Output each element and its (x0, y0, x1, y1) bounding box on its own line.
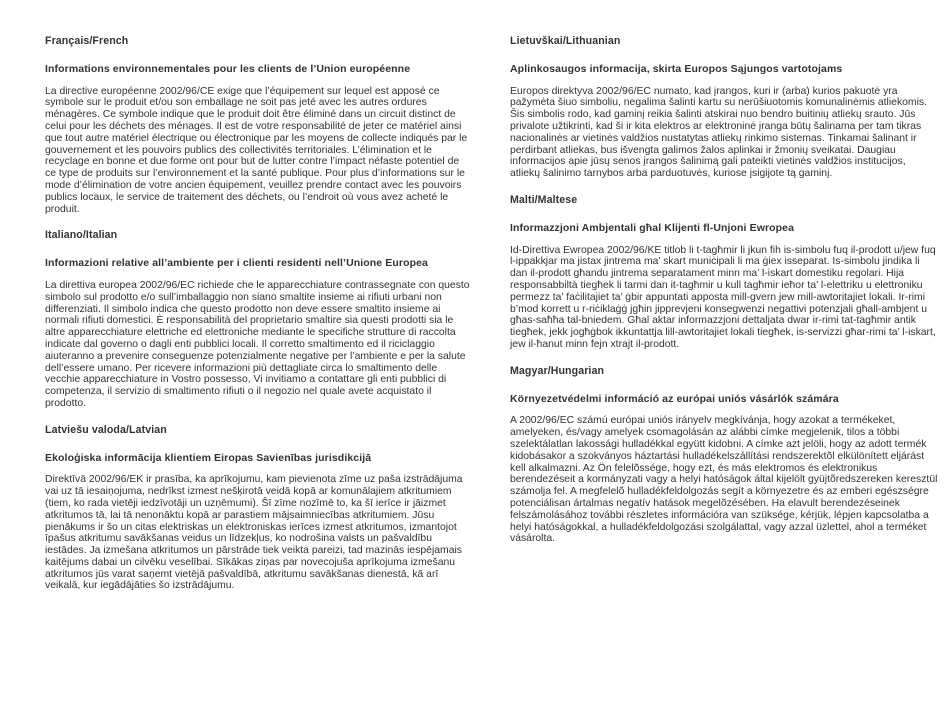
language-title: Magyar/Hungarian (510, 364, 605, 377)
language-title: Italiano/Italian (45, 229, 118, 242)
section-italian (45, 230, 471, 409)
section-heading: Informazioni relative all’ambiente per i clienti residenti nell’Unione Europea (45, 257, 428, 270)
section-body: Direktīvā 2002/96/EK ir prasība, ka aprīkojumu, kam pievienota zīme uz paša izstrādājuma vai uz tā iesaiņojuma, nedrīkst izmest nešķirotā veidā kopā ar komunālajiem atkritumiem (tiem, ko rada vietēji iedzīvotāji un uzņēmumi). Šī zīme nozīmē to, ka šī ierīce ir jāizmet atkritumos tā, lai tā nenonāktu kopā ar parastiem mājsaimniecības atkritumiem. Jūsu pienākums ir šo un citas elektriskas un elektroniskas ierīces izmest atkritumos, izmantojot īpašus atkritumu savākšanas veidus un līdzekļus, ko nodrošina valsts un pašvaldību iestādes. Ja izmešana atkritumos un pārstrāde tiek veikta pareizi, tad mazinās iespējamais kaitējums dabai un cilvēku veselībai. Sīkākas ziņas par novecojuša aprīkojuma izmešanu atkritumos jūs varat saņemt vietējā pašvaldībā, atkritumu savākšanas dienestā, kā arī veikalā, kur iegādājāties šo izstrādājumu. (45, 474, 463, 592)
section-maltese (510, 195, 938, 351)
section-hungarian (510, 366, 938, 545)
right-column (510, 36, 938, 560)
language-title: Français/French (45, 35, 129, 47)
section-heading: Környezetvédelmi információ az európai uniós vásárlók számára (510, 392, 839, 405)
section-heading: Ekoloģiska informācija klientiem Eiropas Savienības jurisdikcijā (45, 451, 372, 464)
section-body: Europos direktyva 2002/96/EC numato, kad įrangos, kuri ir (arba) kurios pakuotė yra pažymėta šiuo simboliu, negalima šalinti kartu su nerūšiuotomis komunalinėmis atliekomis. Šis simbolis rodo, kad gaminį reikia šalinti atskirai nuo bendro buitinių atliekų srauto. Jūs privalote užtikrinti, kad ši ir kita elektros ar elektroninė įranga būtų šalinama per tam tikras nacionalinės ar vietinės valdžios nustatytas atliekų rinkimo sistemas. Tinkamai šalinant ir perdirbant atliekas, bus išvengta galimos žalos aplinkai ir žmonių sveikatai. Daugiau informacijos apie jūsų senos įrangos šalinimą gali pateikti vietinės valdžios institucijos, atliekų šalinimo tarnybos arba parduotuvės, kuriose įsigijote tą gaminį. (510, 85, 927, 180)
left-column (45, 36, 471, 607)
language-title: Latviešu valoda/Latvian (45, 423, 167, 436)
language-title: Lietuvškai/Lithuanian (510, 35, 621, 47)
section-french (45, 36, 471, 215)
section-lithuanian (510, 36, 938, 180)
section-body: La directive européenne 2002/96/CE exige que l’équipement sur lequel est apposé ce symbole sur le produit et/ou son emballage ne soit pas jeté avec les autres ordures ménagères. Ce symbole indique que le produit doit être éliminé dans un circuit distinct de celui pour les déchets des ménages. Il est de votre responsabilité de jeter ce matériel ainsi que tout autre matériel électrique ou électronique par les moyens de collecte indiqués par le gouvernement et les pouvoirs publics des collectivités territoriales. L’élimination et le recyclage en bonne et due forme ont pour but de lutter contre l’impact néfaste potentiel de ce type de produits sur l’environnement et la santé publique. Pour plus d’informations sur le mode d’élimination de votre ancien équipement, veuillez prendre contact avec les pouvoirs publics locaux, le service de traitement des déchets, ou l’endroit où vous avez acheté le produit. (45, 85, 468, 215)
section-body: A 2002/96/EC számú európai uniós irányelv megkívánja, hogy azokat a termékeket, amelyeken, és/vagy amelyek csomagolásán az alábbi címke megjelenik, tilos a többi szelektálatlan lakossági hulladékkal együtt kidobni. A címke azt jelöli, hogy az adott termék kidobásakor a szokványos háztartási hulladékelszállítási rendszerektõl elkülönített eljárást kell alkalmazni. Az Ön felelõssége, hogy ezt, és más elektromos és elektronikus berendezéseit a kormányzati vagy a helyi hatóságok által kijelölt gyüjtõredszereken keresztül számolja fel. A megfelelõ hulladékfeldolgozás segít a környezetre és az emberi egészségre potenciálisan ártalmas negatív hatások megelõzésében. Ha elavult berendezéseinek felszámolásához további részletes információra van szüksége, kérjük, lépjen kapcsolatba a helyi hatóságokkal, a hulladékfeldolgozási szolgálattal, vagy azzal üzlettel, ahol a terméket vásárolta. (510, 415, 938, 545)
section-latvian (45, 425, 471, 593)
section-body: La direttiva europea 2002/96/EC richiede che le apparecchiature contrassegnate con questo simbolo sul prodotto e/o sull’imballaggio non siano smaltite insieme ai rifiuti urbani non differenziati. Il simbolo indica che questo prodotto non deve essere smaltito insieme ai normali rifiuti domestici. È responsabilità del proprietario smaltire sia questi prodotti sia le altre apparecchiature elettriche ed elettroniche mediante le specifiche strutture di raccolta indicate dal governo o dagli enti pubblici locali. Il corretto smaltimento ed il riciclaggio aiuteranno a prevenire conseguenze potenzialmente negative per l’ambiente e per la salute dell’essere umano. Per ricevere informazioni più dettagliate circa lo smaltimento delle vecchie apparecchiature in Vostro possesso, Vi invitiamo a contattare gli enti pubblici di competenza, il servizio di smaltimento rifiuti o il negozio nel quale avete acquistato il prodotto. (45, 279, 470, 409)
section-body: Id-Direttiva Ewropea 2002/96/KE titlob li t-tagħmir li jkun fih is-simbolu fuq il-prodott u/jew fuq l-ippakkjar ma jistax jintrema ma’ skart muniċipali li ma ġiex isseparat. Is-simbolu jindika li dan il-prodott għandu jintrema separatament minn ma’ l-iskart domestiku regolari. Hija responsabbiltà tiegħek li tarmi dan it-tagħmir u kull tagħmir ieħor ta’ l-elettriku u elettroniku permezz ta’ faċilitajiet ta’ ġbir appuntati apposta mill-gvern jew mill-awtoritajiet lokali. Ir-rimi b’mod korrett u r-riċiklaġġ jgħin jipprevjeni konsegwenzi negattivi potenzjali għall-ambjent u għas-saħħa tal-bniedem. Għal aktar informazzjoni dettaljata dwar ir-rimi tat-tagħmir antik tiegħek, jekk jogħġbok ikkuntattja lill-awtoritajiet lokali tiegħek, is-servizzi għar-rimi ta’ l-iskart, jew il-ħanut minn fejn xtrajt il-prodott. (510, 244, 936, 350)
section-heading: Aplinkosaugos informacija, skirta Europos Sąjungos vartotojams (510, 62, 843, 75)
language-title: Malti/Maltese (510, 193, 578, 206)
section-heading: Informations environnementales pour les clients de l’Union européenne (45, 62, 411, 75)
section-heading: Informazzjoni Ambjentali għal Klijenti fl-Unjoni Ewropea (510, 221, 795, 234)
